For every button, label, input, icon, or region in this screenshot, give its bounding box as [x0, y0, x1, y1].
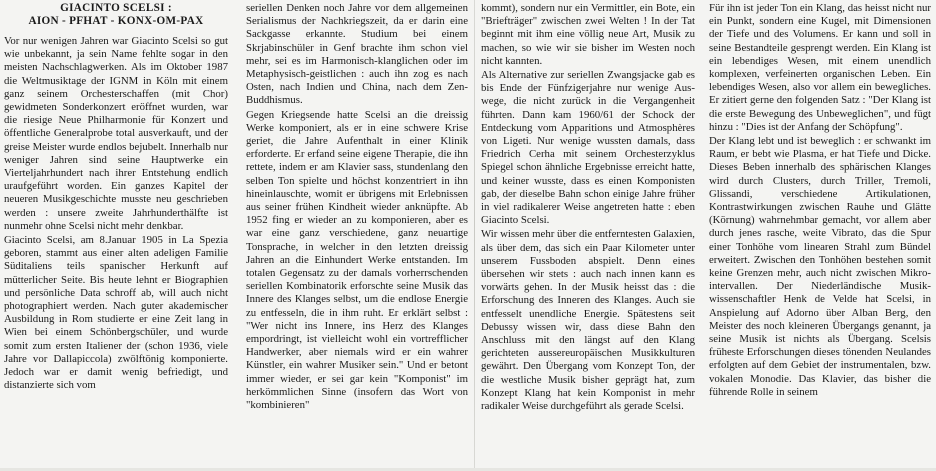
page-subtitle: AION - PFHAT - KONX-OM-PAX: [28, 15, 204, 27]
paragraph: Wir wissen mehr über die entferntesten Galaxien, als über dem, das sich ein Paar Kilometer unter unserem Fussboden abspielt. Denn eines übersehen wir stets : auch nach innen kann es vorwärts gehen. In der Musik heisst das : die Erforschung des Inneren des Klanges. Auch sie entfesselt unendliche Energie. Spätestens seit Debussy wissen wir, dass diese Bahn den Anschluss mit den längst auf den Klang gerichteten aussereuropäischen Musikkulturen gewährt. Den Übergang vom Konzept Ton, der die westliche Musik bisher geprägt hat, zum Konzept Klang hat kein Komponist in mehr radikaler Weise durchgeführt als gerade Scelsi.: [481, 228, 695, 413]
paragraph: Gegen Kriegsende hatte Scelsi an die dreissig Werke komponiert, als er in eine schwere Krise geriet, die Jahre Aufenthalt in einer Klinik erforderte. Er erfand seine eigene Therapie, die ihn rettete, indem er am Klavier sass, stundenlang den selben Ton spielte und höchst konzentriert in ihn hineinlauschte, womit er übrigens mit Erlebnissen aus seiner frühen Kindheit wieder anknüpfte. Ab 1952 fing er wieder an zu komponieren, aber es war eine ganz verschiedene, ganz neuartige Tonsprache, in welcher in den letzten dreissig Jahren an die Einhundert Werke entstanden. Im totalen Gegensatz zu der damals vorherrschenden seriellen Kombinatorik erforschte seine Musik das Innere des Klanges selbst, um die endlose Energie zu entfesseln, die in ihm ruht. Er erklärt selbst : "Wer nicht ins Innere, ins Herz des Klanges empordringt, ist vielleicht wohl ein vortrefflicher Handwerker, aber niemals wird er ein wahrer Künstler, ein wahrer Musiker sein." Und er betont immer wieder, er sei gar kein "Komponist" im herkömmlichen Sinne (insofern das Wort von "kombinieren": [246, 108, 468, 412]
paragraph: seriellen Denken noch Jahre vor dem allgemeinen Serialismus der Nachkriegszeit, da er darin eine Sackgasse erkannte. Studium bei einem Skrjabinschüler in Genf brachte ihm schon viel mehr, sei es im Harmonisch-klanglichen oder im Metaphysisch-geistlichen : auch ihn zog es nach Osten, nach Indien und China, nach dem Zen-Buddhismus.: [246, 2, 468, 107]
column-3: [481, 2, 695, 413]
paragraph: Als Alternative zur seriellen Zwangsjacke gab es bis Ende der Fünfzigerjahre nur wenige Auswege, die nicht zurück in die Vergangenheit führten. Dann kam 1960/61 der Schock der Entdeckung vom Apparitions und Atmosphères von Ligeti. Nur wenige wussten damals, dass Friedrich Cerha mit seinem Orchesterzyklus Spiegel schon ähnliche Ergebnisse erreicht hatte, und keiner wusste, dass es einen Komponisten gab, der dieselbe Bahn schon einige Jahre früher in viel radikalerer Weise angetreten hatte : eben Giacinto Scelsi.: [481, 69, 695, 227]
paragraph: Der Klang lebt und ist beweglich : er schwankt im Raum, er bebt wie Plasma, er hat Tiefe und Dicke. Dieses Beben innerhalb des sphärischen Klanges wird durch Clusters, durch Triller, Tremoli, Glissandi, verschiedene Artikulationen, Kontrastwirkungen zwischen Rauhe und Glätte (Körnung) wahrnehmbar gemacht, vor allem aber durch jenes rasche, weite Vibrato, das die Spur einer Tonhöhe vom linearen Strahl zum Bündel erweitert. Zwischen den Tonhöhen bestehen somit keine Grenzen mehr, auch nicht zwischen Mikrointervallen. Der Niederländische Musikwissenschaftler Henk de Velde hat Scelsi, in Anspielung auf Adorno über Alban Berg, den Meister des noch kleineren Übergangs genannt, ja seine Musik ist nichts als Übergang. Scelsis früheste Erforschungen dieses tönenden Neulandes erfolgten auf dem Gebiet der instrumentalen, bzw. vokalen Monodie. Das Klavier, das bisher die führende Rolle in seinem: [709, 135, 931, 398]
paragraph: Vor nur wenigen Jahren war Giacinto Scelsi so gut wie unbekannt, ja sein Name fehlte sogar in den meisten Nachschlagwerken. Als im Oktober 1987 die Weltmusiktage der IGNM in Köln mit einem ganz seinem Orchesterschaffen (mit Chor) gewidmeten Sonderkonzert eröffnet wurden, war die riesige Neue Philharmonie für Konzert und öffentliche Generalprobe total ausverkauft, und der greise Meister wurde endlos bejubelt. Innerhalb nur weniger Jahren sind seine Hauptwerke ein Vierteljahrhundert nach ihrer Entstehung endlich uraufgeführt worden. Ein ganzes Kapitel der neueren Musikgeschichte musste neu geschrieben werden : unsere zweite Jahrhunderthälfte ist nunmehr ohne Scelsi nicht mehr denkbar.: [4, 35, 228, 232]
column-1: [4, 2, 228, 392]
page-fold-divider: [474, 0, 475, 471]
page-title: GIACINTO SCELSI :: [60, 2, 172, 14]
paragraph: Für ihn ist jeder Ton ein Klang, das heisst nicht nur ein Punkt, sondern eine Kugel, mit Dimensionen der Tiefe und des Volumens. Er kann und soll in seine Bestandteile gesprengt werden. Ein Klang ist ein lebendiges Wesen, mit einem unendlich komplexen, verfeinerten organischen Leben. Ein lebendiges Wesen, also vor allem ein bewegliches. Er zitiert gerne den folgenden Satz : "Der Klang ist die erste Bewegung des Unbeweglichen", und fügt hinzu : "Dies ist der Anfang der Schöpfung".: [709, 2, 931, 133]
paragraph: Giacinto Scelsi, am 8.Januar 1905 in La Spezia geboren, stammt aus einer alten adeligen Familie Süditaliens teils spanischer Herkunft auf mütterlicher Seite. Bis heute lehnt er Biographien und persönliche Data schroff ab, will auch nicht photographiert werden. Nach guter akademischer Ausbildung in Rom studierte er eine Zeit lang in Wien bei einem Schönbergschüler, und wurde somit zum ersten Italiener der (schon 1936, viele Jahre vor Dallapiccola) zwölftönig komponierte. Jedoch war er damit wenig befriedigt, und distanzierte sich vom: [4, 234, 228, 392]
column-2: [246, 2, 468, 412]
paragraph: kommt), sondern nur ein Vermittler, ein Bote, ein "Briefträger" zwischen zwei Welten ! In der Tat beginnt mit ihm eine völlig neue Art, Musik zu machen, so wie wir sie bisher im Westen noch nicht kannten.: [481, 2, 695, 67]
column-4: [709, 2, 931, 399]
